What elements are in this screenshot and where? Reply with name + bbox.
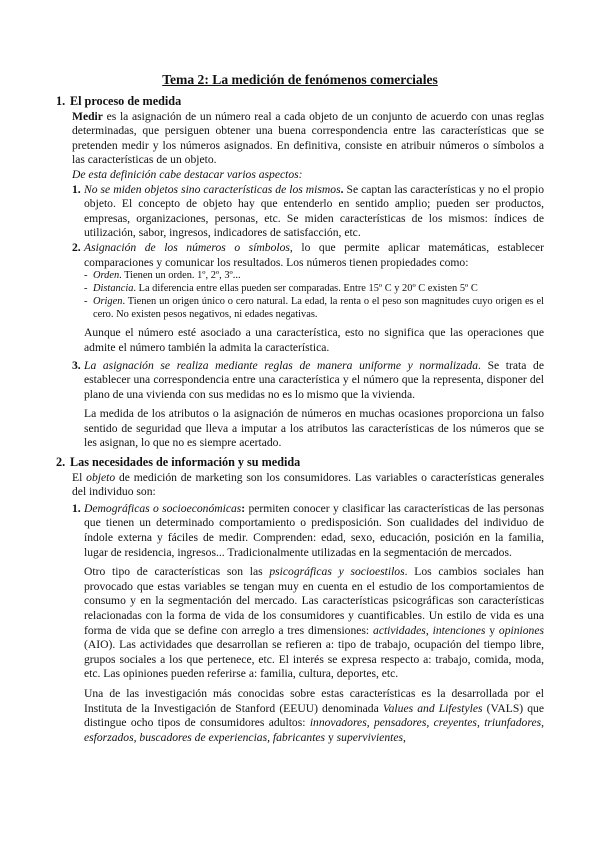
property-name: Origen: [93, 295, 123, 307]
number-properties-list: [84, 270, 544, 321]
emphasis: No se miden objetos sino características de los mismos: [84, 182, 341, 196]
body-text: . Los cambios sociales han provocado que estas variables se tengan muy en cuenta en el estudio de los comportamientos de consumo y en la segmentación del mercado. Las características psicográficas son características relacionadas con la forma de vida de los consumidores y cuantificables. Un estilo de vida es una forma de vida que se define con arreglo a tres dimensiones:: [84, 565, 544, 637]
property-row: [84, 296, 544, 322]
section-1-number: 1.: [56, 94, 66, 108]
property-name: Orden: [93, 270, 120, 282]
section-2-number: 2.: [56, 455, 66, 470]
body-text: ,: [403, 730, 406, 744]
emphasis: objeto: [86, 470, 116, 484]
emphasis: actividades: [373, 623, 426, 637]
body-text: Una de las investigación más conocidas sobre estas características es la desarrollada por el Instituta de la Investigación de Stanford (EEUU) denominada: [84, 686, 544, 715]
list-number: 1.: [72, 501, 81, 515]
body-text: y: [325, 730, 337, 744]
list-item-3: [72, 359, 544, 403]
period: .: [340, 182, 344, 196]
list-item-demographic: [72, 502, 544, 560]
intro-text: es la asignación de un número real a cada objeto de un conjunto de acuerdo con unas reglas determinadas, que persiguen obtener una buena correspondencia entre las características que se pretenden medir y los números asignados. En definitiva, consiste en atribuir números o símbolos a las características de un objeto.: [72, 109, 544, 167]
term-medir: Medir: [72, 109, 103, 123]
body-text: permiten conocer y clasificar las características de las personas que tienen un determinado comportamiento o predisposición. Son cualidades del individuo de índole externa y fáciles de medir. Comprenden: edad, sexo, educación, posición en la familia, lugar de residencia, ingresos... Tradicionalmente utilizadas en la segmentación de mercados.: [84, 501, 544, 559]
bullet-dash: -: [84, 282, 88, 294]
emphasis: supervivientes: [336, 730, 403, 744]
body-text: de medición de marketing son los consumidores. Las variables o características generales del individuo son:: [72, 470, 544, 499]
property-desc: . Tienen un orden. 1º, 2º, 3º...: [119, 270, 241, 282]
list-item-1: [72, 183, 544, 241]
document-page: [56, 72, 544, 745]
body-text: Otro tipo de características son las: [84, 565, 270, 579]
emphasis: Values and Lifestyles: [382, 701, 483, 715]
property-text: [93, 270, 544, 283]
list-number: 2.: [72, 240, 81, 254]
body-text: , lo que permite aplicar matemáticas, establecer comparaciones y comunicar los resultados. Los números tienen propiedades como:: [84, 240, 544, 269]
item-2-followup: Aunque el número esté asociado a una característica, esto no significa que las operaciones que admite el número también la admita la característica.: [84, 326, 544, 354]
section-1-title: El proceso de medida: [70, 94, 182, 108]
body-text: ,: [425, 623, 433, 637]
property-row: [84, 270, 544, 283]
property-text: [93, 283, 544, 296]
bullet-dash: -: [84, 270, 88, 282]
body-text: El: [72, 470, 87, 484]
emphasis: Asignación de los números o símbolos: [84, 240, 290, 254]
body-text: Se captan las características y no el propio objeto. El concepto de objeto hay que entenderlo en sentido amplio; pueden ser productos, empresas, organizaciones, personas, etc. Se miden características de los mismos: índices de utilización, sabor, ingresos, indicadores de satisfacción, etc.: [84, 182, 544, 240]
emphasis: intenciones: [432, 623, 486, 637]
emphasis: Demográficas o socioeconómicas: [84, 501, 242, 515]
section-1-heading: [56, 94, 544, 109]
body-text: y: [485, 623, 499, 637]
list-text: [84, 183, 544, 241]
vals-paragraph: [84, 687, 544, 745]
item-3-followup: La medida de los atributos o la asignación de números en muchas ocasiones proporciona un falso sentido de seguridad que lleva a imputar a los atributos las características de los números que se les asignan, lo que no es siempre acertado.: [84, 407, 544, 450]
definition-note: De esta definición cabe destacar varios aspectos:: [72, 167, 303, 181]
property-text: [93, 296, 544, 322]
section-2-title: Las necesidades de información y su medida: [70, 455, 301, 470]
body-text: (AIO). Las actividades que desarrollan se refieren a: tipo de trabajo, ocupación del tiempo libre, grupos sociales a los que pertenece, etc. El interés se expresa respecto a: trabajo, comida, moda, etc. Las opiniones pueden referirse a: familia, cultura, deportes, etc.: [84, 638, 544, 681]
list-text: [84, 241, 544, 270]
emphasis: innovadores, pensadores, creyentes, triunfadores, esforzados, buscadores de experiencias, fabricantes: [84, 716, 544, 744]
list-number: 1.: [72, 182, 81, 196]
emphasis: La asignación se realiza mediante reglas de manera uniforme y normalizada: [84, 358, 479, 372]
list-number: 3.: [72, 358, 81, 372]
section-2-heading: [56, 455, 544, 470]
document-title: Tema 2: La medición de fenómenos comerciales: [162, 72, 438, 87]
section-1-intro: [72, 110, 544, 168]
psychographic-paragraph: [84, 565, 544, 682]
list-text: [84, 502, 544, 560]
property-name: Distancia: [93, 282, 134, 294]
list-item-2: [72, 241, 544, 270]
body-text: . Se trata de establecer una correspondencia entre una característica y el número que la representa, disponer del plano de una vivienda con sus medidas no es lo mismo que la vivienda.: [84, 358, 544, 401]
body-text: (VALS) que distingue ocho tipos de consumidores adultos:: [84, 701, 544, 730]
property-row: [84, 283, 544, 296]
list-text: [84, 359, 544, 403]
section-2-intro: [72, 471, 544, 500]
emphasis: psicográficas y socioestilos: [269, 565, 405, 579]
property-desc: . La diferencia entre ellas pueden ser comparadas. Entre 15º C y 20º C existen 5º C: [133, 282, 478, 294]
emphasis: opiniones: [498, 623, 545, 637]
bullet-dash: -: [84, 295, 88, 307]
property-desc: . Tienen un origen único o cero natural. La edad, la renta o el peso son magnitudes cuyo origen es el cero. No existen pesos negativos, ni edades negativas.: [93, 295, 544, 320]
colon: :: [241, 501, 246, 515]
